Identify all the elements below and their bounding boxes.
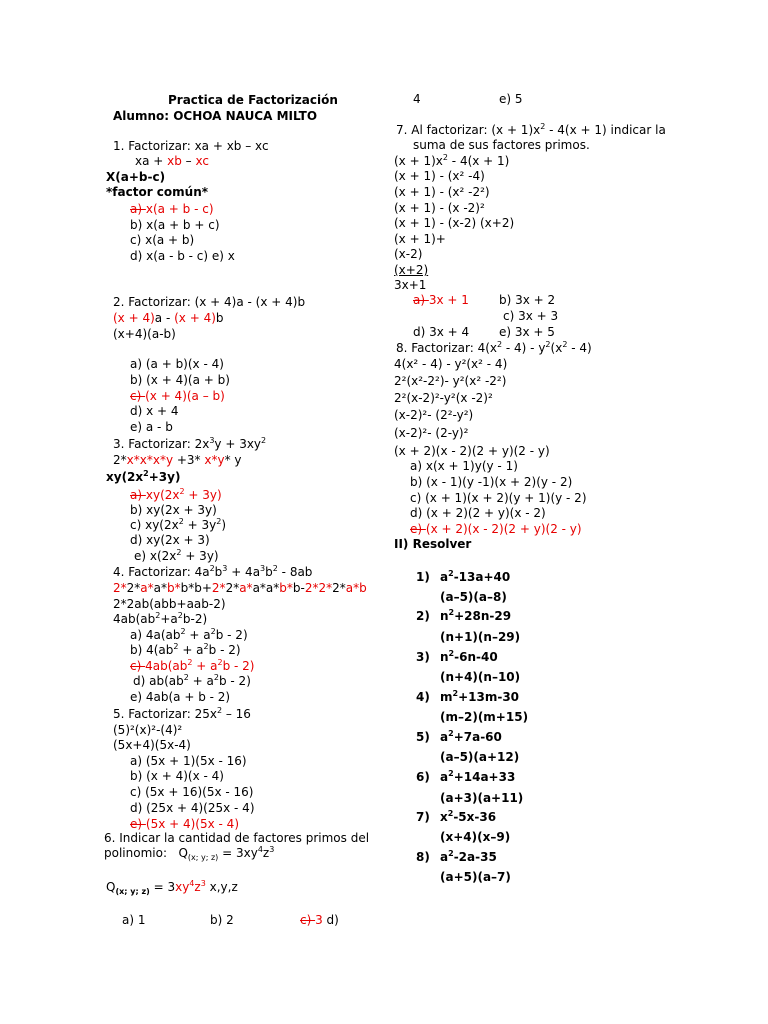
q3-option-e: e) $x(2x^2 + 3y)$ [134,548,219,563]
resolver-item-num: 2) [416,609,430,623]
resolver-item-expr: $n^2-6n-40$ [440,649,498,664]
q3-statement: 3. Factorizar: $2x^3y + 3xy^2$ [113,436,267,451]
q5-statement: 5. Factorizar: $25x^2 - 16$ [113,706,251,721]
q4-option-e: e) 4ab(a + b - 2) [130,690,231,704]
q1-option-d: d) x(a - b - c) e) x [130,249,235,263]
q1-statement: 1. Factorizar: xa + xb – xc [113,139,269,153]
q8-statement: 8. Factorizar: $4(x^2 - 4) - y^2(x^2 - 4)$ [396,340,592,355]
q7-work-5: (x + 1) - (x-2) (x+2) [394,216,515,230]
resolver-item-num: 4) [416,690,430,704]
resolver-item-expr: $m^2+13m-30$ [440,689,520,704]
q6-option-e: e) 5 [499,92,523,106]
q3-result: $xy(2x^2+3y)$ [106,469,181,484]
q4-option-d: d) $ab(ab^2 + a^2b - 2)$ [133,673,251,688]
student-name: Alumno: OCHOA NAUCA MILTO [113,109,318,123]
q8-option-e: e) (x + 2)(x - 2)(2 + y)(2 - y) [410,522,582,536]
resolver-item-num: 8) [416,850,430,864]
resolver-item-answer: (a+5)(a–7) [440,870,511,884]
q6-statement: 6. Indicar la cantidad de factores primos del [104,831,370,845]
resolver-title: II) Resolver [394,537,472,551]
q7-option-b: b) 3x + 2 [499,293,556,307]
q6-option-b: b) 2 [210,913,234,927]
q7-work-8: (x+2) [394,263,429,277]
resolver-item-expr: $a^2-13a+40$ [440,569,511,584]
resolver-item-answer: (a–5)(a+12) [440,750,520,764]
q3-option-c: c) $xy(2x^2 + 3y^2)$ [130,517,227,532]
resolver-item-expr: $a^2-2a-35$ [440,849,497,864]
q5-option-e: e) (5x + 4)(5x - 4) [130,817,240,831]
q5-work-2: (5x+4)(5x-4) [113,738,191,752]
q7-option-e: e) 3x + 5 [499,325,555,339]
q8-work-4: (x-2)²- (2²-y²) [394,408,474,422]
q4-option-b: b) $4(ab^2 + a^2b - 2)$ [130,642,241,657]
q6-option-c: c) 3 d) [300,913,339,927]
q8-work-3: 2²(x-2)²-y²(x -2)² [394,391,493,405]
q5-option-d: d) (25x + 4)(25x - 4) [130,801,255,815]
resolver-item-num: 3) [416,650,430,664]
q7-statement-2: suma de sus factores primos. [413,138,590,152]
q8-work-6: (x + 2)(x - 2)(2 + y)(2 - y) [394,444,550,458]
resolver-item-answer: (a+3)(a+11) [440,791,524,805]
page-title: Practica de Factorización [168,93,338,107]
q4-option-a: a) $4a(ab^2 + a^2b - 2)$ [130,627,248,642]
resolver-item-expr: $a^2+14a+33$ [440,769,516,784]
q2-work: (x + 4)a - (x + 4)b [113,311,224,325]
resolver-item-answer: (a–5)(a–8) [440,590,507,604]
q4-statement: 4. Factorizar: $4a^2b^3 + 4a^3b^2 - 8ab$ [113,564,313,579]
q3-option-a: a) $xy(2x^2 + 3y)$ [130,487,222,502]
q1-method: *factor común* [106,185,209,199]
resolver-item-expr: $n^2+28n-29$ [440,608,512,623]
q4-option-c: c) $4ab(ab^2 + a^2b - 2)$ [130,658,255,673]
q7-work-1: $(x + 1)x^2 - 4(x + 1)$ [394,153,510,168]
q5-option-c: c) (5x + 16)(5x - 16) [130,785,254,799]
resolver-item-answer: (x+4)(x–9) [440,830,511,844]
resolver-item-answer: (n+4)(n–10) [440,670,521,684]
q6-work: $Q_{(x; y; z)} = 3xy^4z^3$ x,y,z [106,879,238,896]
q1-option-a: a) x(a + b - c) [130,202,214,216]
q7-work-4: (x + 1) - (x -2)² [394,201,485,215]
q8-option-d: d) (x + 2)(2 + y)(x - 2) [410,506,546,520]
q3-option-d: d) xy(2x + 3) [130,533,210,547]
q7-option-a: a) 3x + 1 [413,293,469,307]
q1-result: X(a+b-c) [106,170,166,184]
resolver-item-answer: (m–2)(m+15) [440,710,529,724]
q8-option-b: b) (x - 1)(y -1)(x + 2)(y - 2) [410,475,573,489]
q7-work-7: (x-2) [394,247,423,261]
q8-work-1: 4(x² - 4) - y²(x² - 4) [394,357,508,371]
q7-statement: 7. Al factorizar: $(x + 1)x^2 - 4(x + 1)$ indicar la [396,122,666,137]
q1-option-c: c) x(a + b) [130,233,195,247]
q2-option-d: d) x + 4 [130,404,179,418]
q5-work: (5)²(x)²-(4)² [113,723,183,737]
q2-option-b: b) (x + 4)(a + b) [130,373,230,387]
q6-option-a: a) 1 [122,913,146,927]
q3-option-b: b) xy(2x + 3y) [130,503,217,517]
q7-option-d: d) 3x + 4 [413,325,470,339]
q2-option-e: e) a - b [130,420,173,434]
q8-work-2: 2²(x²-2²)- y²(x² -2²) [394,374,507,388]
q8-option-a: a) x(x + 1)y(y - 1) [410,459,518,473]
q2-result: (x+4)(a-b) [113,327,176,341]
resolver-item-num: 7) [416,810,430,824]
q5-option-a: a) (5x + 1)(5x - 16) [130,754,247,768]
q1-work: xa + xb – xc [135,154,209,168]
resolver-item-num: 5) [416,730,430,744]
q4-work: 2*2*a*a*b*b*b+2*2*a*a*a*b*b-2*2*2*a*b [113,581,367,595]
q7-work-6: (x + 1)+ [394,232,446,246]
q8-option-c: c) (x + 1)(x + 2)(y + 1)(y - 2) [410,491,587,505]
q7-work-3: (x + 1) - (x² -2²) [394,185,490,199]
resolver-item-num: 1) [416,570,430,584]
q4-work-3: $4ab(ab^2+a^2b-2)$ [113,611,208,626]
resolver-item-answer: (n+1)(n–29) [440,630,521,644]
q6-statement-2: polinomio: $Q_{(x; y; z)} = 3xy^4z^3$ [104,845,275,862]
resolver-item-num: 6) [416,770,430,784]
q3-work: 2*x*x*x*y +3* x*y* y [113,453,242,467]
resolver-item-expr: $x^2-5x-36$ [440,809,497,824]
q8-work-5: (x-2)²- (2-y)² [394,426,469,440]
q7-option-c: c) 3x + 3 [503,309,559,323]
q1-option-b: b) x(a + b + c) [130,218,220,232]
q5-option-b: b) (x + 4)(x - 4) [130,769,224,783]
q2-option-c: c) (x + 4)(a – b) [130,389,225,403]
q2-statement: 2. Factorizar: (x + 4)a - (x + 4)b [113,295,306,309]
q6-option-d-value: 4 [413,92,421,106]
resolver-item-expr: $a^2+7a-60$ [440,729,502,744]
q4-work-2: 2*2ab(abb+aab-2) [113,597,226,611]
q2-option-a: a) (a + b)(x - 4) [130,357,224,371]
q7-work-2: (x + 1) - (x² -4) [394,169,485,183]
q7-work-9: 3x+1 [394,278,427,292]
